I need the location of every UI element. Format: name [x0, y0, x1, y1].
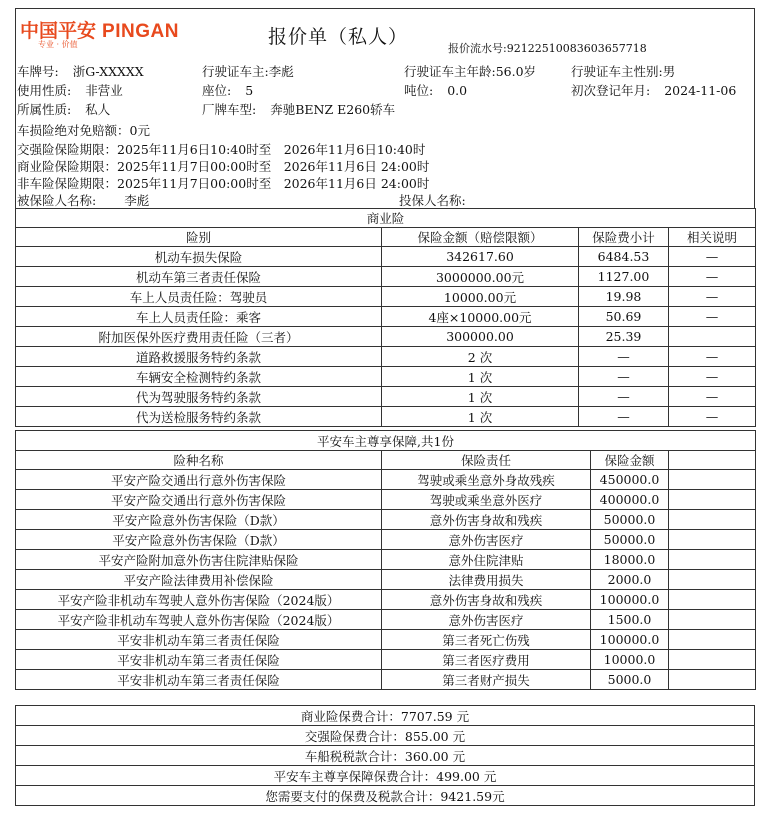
coverage-name: 道路救援服务特约条款 — [16, 347, 382, 367]
column-header: 相关说明 — [669, 228, 756, 247]
total-line: 平安车主尊享保障保费合计：499.00 元 — [16, 766, 755, 786]
premium-subtotal: 6484.53 — [579, 247, 669, 267]
owner-value: 李彪 — [268, 64, 294, 79]
product-name: 平安产险附加意外伤害住院津贴保险 — [16, 550, 382, 570]
table-header-row — [16, 451, 756, 470]
deductible: 车损险绝对免赔额：0元 — [17, 123, 150, 138]
insured-amount: 1 次 — [382, 407, 579, 427]
remark: — — [669, 287, 756, 307]
ownership-field — [17, 100, 110, 118]
coverage-liability: 驾驶或乘坐意外身故残疾 — [382, 470, 591, 490]
empty-cell — [669, 550, 756, 570]
premium-subtotal: 25.39 — [579, 327, 669, 347]
coverage-amount: 10000.0 — [591, 650, 669, 670]
total-line: 车船税税款合计：360.00 元 — [16, 746, 755, 766]
totals-table — [15, 705, 755, 806]
empty-cell — [669, 630, 756, 650]
table-row — [16, 407, 756, 427]
coverage-amount: 400000.0 — [591, 490, 669, 510]
coverage-name: 代为送检服务特约条款 — [16, 407, 382, 427]
product-name: 平安产险交通出行意外伤害保险 — [16, 490, 382, 510]
coverage-amount: 450000.0 — [591, 470, 669, 490]
table-row — [16, 550, 756, 570]
product-name: 平安产险交通出行意外伤害保险 — [16, 470, 382, 490]
remark: — — [669, 267, 756, 287]
first-reg-field — [571, 81, 736, 99]
logo-slogan: 专业 · 价值 — [38, 40, 78, 49]
product-name: 平安非机动车第三者责任保险 — [16, 630, 382, 650]
age-value: 56.0岁 — [495, 64, 537, 79]
table-row — [16, 490, 756, 510]
table-row — [16, 650, 756, 670]
total-row — [16, 706, 755, 726]
table-row — [16, 387, 756, 407]
serial-label: 报价流水号: — [448, 42, 507, 55]
product-name: 平安产险法律费用补偿保险 — [16, 570, 382, 590]
empty-cell — [669, 590, 756, 610]
table-row — [16, 267, 756, 287]
empty-cell — [669, 530, 756, 550]
logo-cn-text: 中国平安 — [20, 20, 97, 42]
serial-value: 9212251008360365771​8 — [506, 42, 647, 55]
coverage-liability: 第三者死亡伤残 — [382, 630, 591, 650]
tonnage-label: 吨位: — [404, 83, 434, 98]
insured-amount: 10000.00元 — [382, 287, 579, 307]
insured-amount: 1 次 — [382, 387, 579, 407]
coverage-name: 车上人员责任险：驾驶员 — [16, 287, 382, 307]
coverage-amount: 18000.0 — [591, 550, 669, 570]
coverage-amount: 5000.0 — [591, 670, 669, 690]
coverage-amount: 100000.0 — [591, 590, 669, 610]
table-row — [16, 287, 756, 307]
remark: — — [669, 307, 756, 327]
model-label: 厂牌车型: — [202, 102, 257, 117]
premium-subtotal: 19.98 — [579, 287, 669, 307]
gender-value: 男 — [662, 64, 676, 79]
age-label: 行驶证车主年龄: — [404, 64, 496, 79]
empty-cell — [669, 610, 756, 630]
pingan-table — [15, 430, 756, 690]
coverage-liability: 第三者财产损失 — [382, 670, 591, 690]
remark: — — [669, 247, 756, 267]
column-header: 保险责任 — [382, 451, 591, 470]
serial-number — [448, 40, 647, 56]
ownership-label: 所属性质: — [17, 102, 72, 117]
insured-field — [17, 191, 149, 209]
insured-amount: 1 次 — [382, 367, 579, 387]
coverage-liability: 意外伤害医疗 — [382, 530, 591, 550]
premium-subtotal: — — [579, 347, 669, 367]
product-name: 平安产险非机动车驾驶人意外伤害保险（2024版） — [16, 590, 382, 610]
table-row — [16, 570, 756, 590]
product-name: 平安产险非机动车驾驶人意外伤害保险（2024版） — [16, 610, 382, 630]
document-title: 报价单（私人） — [268, 26, 409, 48]
insured-label: 被保险人名称: — [17, 193, 97, 208]
total-row — [16, 746, 755, 766]
empty-cell — [669, 510, 756, 530]
table-header-row — [16, 228, 756, 247]
insured-amount: 4座×10000.00元 — [382, 307, 579, 327]
plate-value: 浙G-XXXXX — [72, 64, 144, 79]
applicant-label: 投保人名称: — [399, 193, 466, 208]
usage-value: 非营业 — [85, 83, 123, 98]
coverage-name: 车辆安全检测特约条款 — [16, 367, 382, 387]
noncar-period: 非车险保险期限：2025年11月7日00:00时至 2026年11月6日 24:00时 — [17, 176, 430, 191]
product-name: 平安非机动车第三者责任保险 — [16, 670, 382, 690]
coverage-liability: 意外伤害身故和残疾 — [382, 510, 591, 530]
coverage-liability: 第三者医疗费用 — [382, 650, 591, 670]
coverage-amount: 1500.0 — [591, 610, 669, 630]
model-field — [202, 100, 395, 118]
column-header: 保险金额 — [591, 451, 669, 470]
coverage-liability: 法律费用损失 — [382, 570, 591, 590]
first-reg-label: 初次登记年月: — [571, 83, 651, 98]
owner-field — [202, 62, 294, 80]
coverage-amount: 50000.0 — [591, 510, 669, 530]
insured-amount: 2 次 — [382, 347, 579, 367]
usage-label: 使用性质: — [17, 83, 72, 98]
gender-label: 行驶证车主性别: — [571, 64, 663, 79]
insured-amount: 300000.00 — [382, 327, 579, 347]
remark: — — [669, 407, 756, 427]
insured-amount: 342617.60 — [382, 247, 579, 267]
empty-cell — [669, 490, 756, 510]
tonnage-value: 0.0 — [447, 83, 468, 98]
table-row — [16, 470, 756, 490]
total-row — [16, 726, 755, 746]
coverage-liability: 意外伤害医疗 — [382, 610, 591, 630]
total-line: 交强险保费合计：855.00 元 — [16, 726, 755, 746]
remark: — — [669, 387, 756, 407]
coverage-name: 机动车第三者责任保险 — [16, 267, 382, 287]
coverage-name: 附加医保外医疗费用责任险（三者） — [16, 327, 382, 347]
remark — [669, 327, 756, 347]
insured-amount: 3000000.00元 — [382, 267, 579, 287]
empty-cell — [669, 451, 756, 470]
logo-en-text: PINGAN — [102, 21, 179, 42]
table-row — [16, 307, 756, 327]
coverage-liability: 驾驶或乘坐意外医疗 — [382, 490, 591, 510]
gender-field — [571, 62, 675, 80]
model-value: 奔驰BENZ E260轿车 — [270, 102, 396, 117]
coverage-amount: 100000.0 — [591, 630, 669, 650]
plate-field — [17, 62, 144, 80]
coverage-name: 机动车损失保险 — [16, 247, 382, 267]
seats-value: 5 — [245, 83, 254, 98]
empty-cell — [669, 570, 756, 590]
commercial-table — [15, 208, 756, 427]
table-row — [16, 347, 756, 367]
table-row — [16, 510, 756, 530]
compulsory-period: 交强险保险期限：2025年11月6日10:40时至 2026年11月6日10:40时 — [17, 142, 426, 157]
table-row — [16, 367, 756, 387]
premium-subtotal: 50.69 — [579, 307, 669, 327]
column-header: 险种名称 — [16, 451, 382, 470]
seats-field — [202, 81, 253, 99]
premium-subtotal: — — [579, 407, 669, 427]
table-row — [16, 327, 756, 347]
coverage-liability: 意外住院津贴 — [382, 550, 591, 570]
commercial-period: 商业险保险期限：2025年11月7日00:00时至 2026年11月6日 24:00时 — [17, 159, 430, 174]
total-row — [16, 786, 755, 806]
table-row — [16, 670, 756, 690]
pingan-logo — [20, 16, 179, 49]
table-row — [16, 630, 756, 650]
owner-label: 行驶证车主: — [202, 64, 269, 79]
coverage-name: 代为驾驶服务特约条款 — [16, 387, 382, 407]
column-header: 险别 — [16, 228, 382, 247]
total-line: 商业险保费合计：7707.59 元 — [16, 706, 755, 726]
plate-label: 车牌号: — [17, 64, 59, 79]
first-reg-value: 2024-11-06 — [664, 83, 737, 98]
table-row — [16, 610, 756, 630]
pingan-section-title: 平安车主尊享保障,共1份 — [16, 431, 756, 451]
table-row — [16, 247, 756, 267]
remark: — — [669, 347, 756, 367]
table-row — [16, 590, 756, 610]
usage-field — [17, 81, 123, 99]
coverage-liability: 意外伤害身故和残疾 — [382, 590, 591, 610]
premium-subtotal: — — [579, 387, 669, 407]
section-title-row — [16, 209, 756, 228]
empty-cell — [669, 670, 756, 690]
empty-cell — [669, 470, 756, 490]
age-field — [404, 62, 536, 80]
product-name: 平安产险意外伤害保险（D款） — [16, 510, 382, 530]
total-line: 您需要支付的保费及税款合计：9421.59元 — [16, 786, 755, 806]
product-name: 平安产险意外伤害保险（D款） — [16, 530, 382, 550]
seats-label: 座位: — [202, 83, 232, 98]
total-row — [16, 766, 755, 786]
section-title-row — [16, 431, 756, 451]
remark: — — [669, 367, 756, 387]
tonnage-field — [404, 81, 467, 99]
table-row — [16, 530, 756, 550]
coverage-amount: 2000.0 — [591, 570, 669, 590]
empty-cell — [669, 650, 756, 670]
ownership-value: 私人 — [85, 102, 111, 117]
commercial-section-title: 商业险 — [16, 209, 756, 228]
product-name: 平安非机动车第三者责任保险 — [16, 650, 382, 670]
coverage-name: 车上人员责任险：乘客 — [16, 307, 382, 327]
insured-value: 李彪 — [124, 193, 150, 208]
column-header: 保险金额（赔偿限额） — [382, 228, 579, 247]
premium-subtotal: 1127.00 — [579, 267, 669, 287]
column-header: 保险费小计 — [579, 228, 669, 247]
applicant-field — [399, 191, 466, 209]
coverage-amount: 50000.0 — [591, 530, 669, 550]
premium-subtotal: — — [579, 367, 669, 387]
